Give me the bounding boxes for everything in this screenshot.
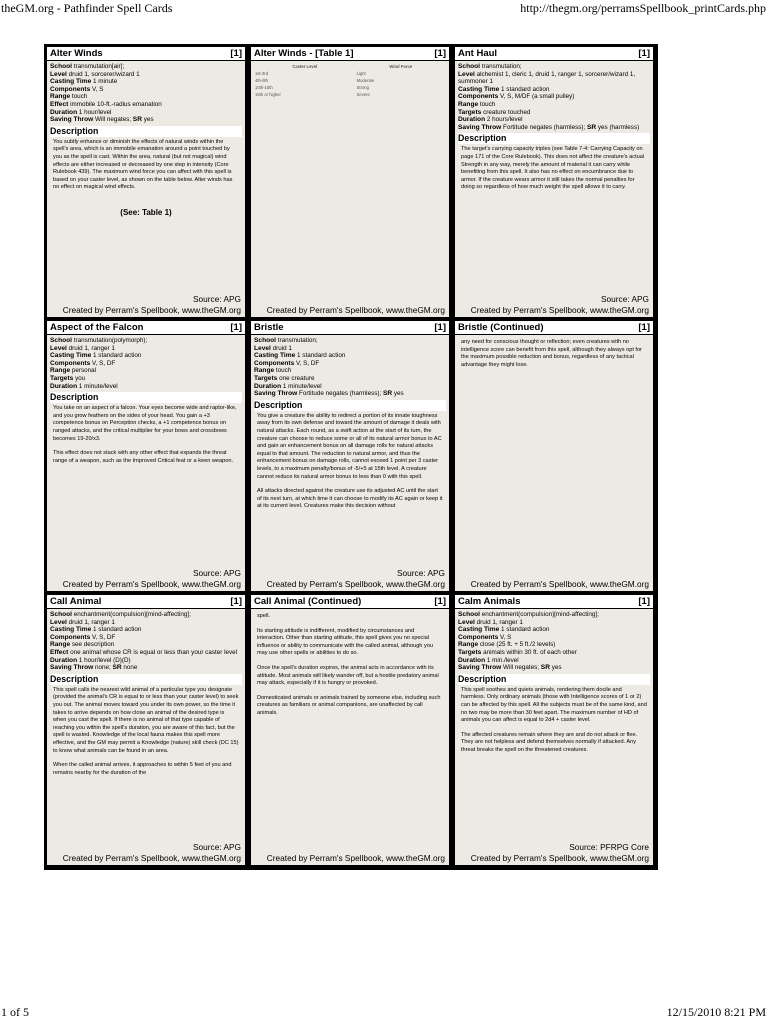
field-label: Range: [50, 641, 71, 649]
card-title: [251, 47, 449, 61]
spell-card: [455, 595, 653, 865]
card-body: [254, 63, 446, 293]
field-label: Range: [50, 367, 71, 375]
description-paragraph: Its starting attitude is indifferent, modified by circumstances and interaction. Other than starting attitude, this spell gives you no special influence or ability to communicate with the called animal, although you may use other spells or abilities to do so.: [257, 627, 433, 657]
field-label: Targets: [458, 648, 482, 656]
spell-card: [251, 321, 449, 591]
spell-card: [47, 595, 245, 865]
field-value: 1 standard action: [297, 352, 346, 360]
field-label: Duration: [50, 382, 78, 390]
description-paragraph: When the called animal arrives, it approaches to within 5 feet of you and remains nearby for the duration of the: [53, 762, 232, 776]
field-label: Duration: [50, 656, 78, 664]
field-school: [458, 63, 650, 71]
field-value: 1 standard action: [501, 626, 550, 634]
field-label: Casting Time: [458, 626, 500, 634]
field-value: Will negates;: [94, 116, 132, 124]
field-label: School: [50, 337, 72, 344]
field-value: yes: [393, 390, 404, 398]
field-value: enchantment(compulsion)[mind-affecting];: [481, 611, 599, 618]
description-paragraph: The target's carrying capacity triples (see Table 7-4: Carrying Capacity on page 171 of the Core Rulebook). This does not affect the creature's actual Strength in any way, merely the amount of material it can carry while benefiting from this spell. It also has no effect on encumbrance due to armor. If the creature wears armor it still takes the normal penalties for doing so regardless of how much weight the spell allows it to carry.: [461, 146, 645, 191]
description-paragraph: Once the spell's duration expires, the animal acts in accordance with its attitude. Most animals will likely wander off, but a hostile predatory animal may attack, especially if it is hungry or provoked.: [257, 664, 439, 687]
field-range: [458, 641, 650, 649]
field-label: School: [254, 337, 276, 344]
field-value: Fortitude negates (harmless);: [502, 123, 586, 131]
field-label: Level: [50, 70, 67, 78]
field-value: 1 standard action: [501, 85, 550, 93]
field-value: 1 minute: [93, 78, 118, 86]
card-body: [458, 63, 650, 293]
card-count: [1]: [638, 322, 650, 333]
card-count: [1]: [638, 596, 650, 607]
field-duration: [50, 657, 242, 665]
source-value: APG: [223, 294, 241, 304]
field-value: transmutation[air];: [73, 63, 125, 70]
field-range: [50, 367, 242, 375]
field-value: V, S: [92, 85, 104, 93]
field-label: Level: [254, 344, 271, 352]
field-label: Saving Throw: [458, 664, 502, 672]
card-credit: Created by Perram's Spellbook, www.theGM.org: [62, 579, 241, 589]
field-value: touch: [275, 367, 292, 375]
print-timestamp: 12/15/2010 8:21 PM: [666, 1005, 766, 1019]
page-number: 1 of 5: [1, 1005, 29, 1019]
source-label: Source:: [569, 842, 601, 852]
field-components: [458, 634, 650, 642]
field-value: druid 1, ranger 1: [476, 618, 523, 626]
field-duration: [458, 116, 650, 124]
card-source: [193, 842, 241, 852]
field-value: druid 1: [272, 344, 292, 352]
field-casting: [50, 78, 242, 86]
description-text: [53, 687, 239, 778]
description-paragraph: This effect does not stack with any other effect that expands the threat range of a weapon, such as the Improved Critical feat or a keen weapon.: [53, 450, 234, 464]
description-paragraph: You take on an aspect of a falcon. Your eyes become wide and raptor-like, and you grow feathers on the sides of your head. You gain a +3 competence bonus on Perception checks, a +1 competence bonus on ranged attacks, and the critical multiplier for your bows and crossbows becomes 19-20/x3.: [53, 405, 237, 442]
field-level: [458, 71, 650, 86]
field-value: V, S, M/DF (a small pulley): [500, 93, 575, 101]
field-value: touch: [71, 93, 88, 101]
card-title-text: Alter Winds - [Table 1]: [254, 48, 354, 59]
field-level: [254, 345, 446, 353]
spell-card: [251, 47, 449, 317]
field-components: [254, 360, 446, 368]
field-label: Components: [50, 85, 91, 93]
field-value: yes (harmless): [597, 123, 640, 131]
field-value: 1 hour/level: [78, 108, 112, 116]
field-value: druid 1, sorcerer/wizard 1: [68, 70, 140, 78]
field-components: [458, 93, 650, 101]
table-cell: 16th or higher: [255, 92, 281, 97]
field-value: yes: [551, 664, 562, 672]
source-label: Source:: [397, 568, 428, 578]
description-paragraph: This spell soothes and quiets animals, rendering them docile and harmless. Only ordinary animals (those with Intelligence scores of 1 or 2) can be affected by this spell. All the subjects must be of the same kind, and no two may be more than 30 feet apart. The maximum number of HD of animals you can affect is equal to 2d4 + caster level.: [461, 686, 647, 724]
table-cell: 10th-15th: [255, 85, 273, 90]
description-heading: Description: [50, 126, 242, 137]
wind-table: [254, 63, 446, 98]
field-label: Casting Time: [254, 352, 296, 360]
card-title: [455, 47, 653, 61]
description-heading: Description: [458, 674, 650, 685]
table-cell: 1st-3rd: [255, 71, 269, 76]
field-label: Casting Time: [50, 626, 92, 634]
card-body: [50, 337, 242, 567]
field-label: Saving Throw: [458, 123, 502, 131]
table-cell: Severe: [356, 92, 370, 97]
field-effect: [50, 649, 242, 657]
field-value: Will negates;: [502, 664, 540, 672]
field-casting: [50, 626, 242, 634]
field-targets: [458, 109, 650, 117]
card-credit: Created by Perram's Spellbook, www.theGM.org: [470, 579, 649, 589]
field-label: Targets: [50, 374, 74, 382]
field-duration: [254, 383, 446, 391]
field-value: 1 hour/level (D)(D): [78, 656, 131, 664]
page-header-url: http://thegm.org/perramsSpellbook_printCards.php: [520, 1, 766, 15]
card-count: [1]: [230, 48, 242, 59]
field-value: V, S, DF: [296, 359, 320, 367]
table-row: [254, 91, 446, 98]
field-targets: [50, 375, 242, 383]
table-header: Wind Force: [389, 64, 413, 69]
table-header: Caster Level: [292, 64, 318, 69]
spell-card-sheet: [44, 44, 658, 870]
field-effect: [50, 101, 242, 109]
description-text: [461, 687, 647, 755]
field-casting: [458, 626, 650, 634]
field-school: [50, 63, 242, 71]
field-value: V, S, DF: [92, 359, 116, 367]
description-paragraph: spell.: [257, 613, 271, 619]
card-title-text: Calm Animals: [458, 596, 521, 607]
field-label: Duration: [254, 382, 282, 390]
field-value: enchantment(compulsion)[mind-affecting];: [73, 611, 191, 618]
source-label: Source:: [601, 294, 632, 304]
field-level: [50, 345, 242, 353]
field-casting: [458, 86, 650, 94]
card-title: [47, 47, 245, 61]
source-label: Source:: [193, 568, 224, 578]
card-count: [1]: [230, 322, 242, 333]
source-value: APG: [223, 568, 241, 578]
spell-card: [455, 321, 653, 591]
field-label: Components: [50, 359, 91, 367]
field-value: druid 1, ranger 1: [68, 618, 115, 626]
field-duration: [50, 109, 242, 117]
source-label: Source:: [193, 294, 224, 304]
field-label: Components: [458, 633, 499, 641]
field-label: SR: [132, 116, 142, 124]
description-heading: Description: [50, 392, 242, 403]
table-reference-note: (See: Table 1): [120, 207, 172, 217]
source-value: APG: [427, 568, 445, 578]
field-label: School: [50, 63, 72, 70]
description-paragraph: You subtly enhance or diminish the effects of natural winds within the spell's area, which is an immobile emanation around a point touched by you as the spell is cast. Within the area, natural (but not magical) wind effects are either increased or decreased by one step in intensity (Core Rulebook 439). The maximum wind force you can affect with this spell is based on your caster level, as shown on the table below. Alter winds has no effect on magical wind effects.: [53, 138, 233, 191]
card-title-text: Bristle (Continued): [458, 322, 544, 333]
field-value: none: [123, 664, 138, 672]
field-label: Duration: [458, 116, 486, 124]
card-credit: Created by Perram's Spellbook, www.theGM.org: [266, 579, 445, 589]
description-text: [461, 146, 647, 192]
field-components: [50, 360, 242, 368]
description-paragraph: Domesticated animals or animals trained by someone else, including such creatures as familiars or animal companions, are unaffected by call animals.: [257, 694, 441, 716]
table-cell: Moderate: [356, 78, 375, 83]
field-value: immobile 10-ft.-radius emanation: [70, 100, 162, 108]
field-label: Saving Throw: [50, 116, 94, 124]
field-duration: [50, 383, 242, 391]
field-value: druid 1, ranger 1: [68, 344, 115, 352]
field-value: transmutation;: [277, 337, 318, 344]
field-label: Targets: [254, 374, 278, 382]
table-cell: 4th-9th: [255, 78, 269, 83]
field-label: Saving Throw: [50, 664, 94, 672]
field-level: [50, 619, 242, 627]
field-targets: [254, 375, 446, 383]
field-range: [50, 93, 242, 101]
table-row: [254, 84, 446, 91]
field-saving: [50, 664, 242, 672]
field-label: Effect: [50, 100, 69, 108]
field-value: 1 standard action: [93, 352, 142, 360]
card-title-text: Aspect of the Falcon: [50, 322, 144, 333]
field-value: personal: [71, 367, 97, 375]
field-value: 1 minute/level: [78, 382, 118, 390]
table-row: [254, 70, 446, 77]
field-label: Components: [254, 359, 295, 367]
spell-card: [455, 47, 653, 317]
card-count: [1]: [230, 596, 242, 607]
description-text: [257, 613, 443, 718]
field-value: animals within 30 ft. of each other: [483, 648, 577, 656]
card-count: [1]: [638, 48, 650, 59]
description-paragraph: This spell calls the nearest wild animal of a particular type you designate (provided the animal's CR is equal to or less than your caster level) to seek you out. The animal moves toward you under its own power, so the time it takes to arrive depends on how close an animal of the desired type is when you cast the spell. If there is no animal of that type capable of reaching you within the spell's duration, you are aware of this fact, but the spell is wasted. Knowledge of the local fauna makes this spell more effective, and the GM may permit a Knowledge (nature) skill check (DC 15) to know what animals can be found in an area.: [53, 686, 239, 754]
card-count: [1]: [434, 596, 446, 607]
field-label: SR: [586, 123, 597, 131]
field-school: [50, 611, 242, 619]
source-value: PFRPG Core: [600, 842, 649, 852]
description-paragraph: any need for conscious thought or reflection; even creatures with no intelligence score can benefit from this spell, although they always opt for the maximum possible reduction and bonus, regardless of any tactical advantage they might lose.: [461, 339, 642, 368]
field-value: see description: [71, 641, 115, 649]
field-duration: [458, 657, 650, 665]
description-paragraph: The affected creatures remain where they are and do not attack or flee. They are not helpless and defend themselves normally if attacked. Any threat breaks the spell on the threatened creatures.: [461, 731, 638, 753]
card-body: [458, 337, 650, 567]
table-cell: Light: [356, 71, 366, 76]
field-label: Range: [50, 93, 71, 101]
card-title-text: Call Animal: [50, 596, 102, 607]
spell-card: [47, 47, 245, 317]
field-range: [254, 367, 446, 375]
field-label: Targets: [458, 108, 482, 116]
card-title: [47, 595, 245, 609]
field-casting: [254, 352, 446, 360]
field-label: SR: [382, 390, 393, 398]
field-label: Level: [458, 70, 475, 78]
field-saving: [254, 390, 446, 398]
field-targets: [458, 649, 650, 657]
field-value: you: [75, 374, 86, 382]
field-value: none;: [94, 664, 111, 672]
field-school: [254, 337, 446, 345]
field-label: Level: [50, 344, 67, 352]
card-title-text: Ant Haul: [458, 48, 498, 59]
field-label: School: [458, 611, 480, 618]
description-heading: Description: [50, 674, 242, 685]
card-body: [254, 337, 446, 567]
card-title-text: Call Animal (Continued): [254, 596, 362, 607]
card-body: [50, 611, 242, 841]
field-label: Effect: [50, 648, 69, 656]
description-text: [461, 339, 647, 369]
card-credit: Created by Perram's Spellbook, www.theGM.org: [62, 853, 241, 863]
card-credit: Created by Perram's Spellbook, www.theGM.org: [470, 305, 649, 315]
description-text: [53, 139, 239, 192]
description-heading: Description: [458, 133, 650, 144]
card-title-text: Alter Winds: [50, 48, 103, 59]
field-school: [50, 337, 242, 345]
field-school: [458, 611, 650, 619]
field-value: 1 minute/level: [282, 382, 322, 390]
field-range: [50, 641, 242, 649]
page-header-title: theGM.org - Pathfinder Spell Cards: [1, 1, 173, 15]
spell-card: [251, 595, 449, 865]
field-label: Range: [458, 641, 479, 649]
field-label: Duration: [50, 108, 78, 116]
field-label: Saving Throw: [254, 390, 298, 398]
description-heading: Description: [254, 400, 446, 411]
field-value: 1 min./level: [486, 656, 519, 664]
field-value: Fortitude negates (harmless);: [298, 390, 382, 398]
field-value: V, S: [500, 633, 512, 641]
field-label: SR: [540, 664, 550, 672]
field-value: yes: [143, 116, 154, 124]
field-level: [50, 71, 242, 79]
spell-card: [47, 321, 245, 591]
card-count: [1]: [434, 322, 446, 333]
card-credit: Created by Perram's Spellbook, www.theGM.org: [470, 853, 649, 863]
field-value: creature touched: [483, 108, 531, 116]
field-casting: [50, 352, 242, 360]
card-body: [50, 63, 242, 293]
card-title: [455, 595, 653, 609]
card-body: [458, 611, 650, 841]
field-value: one animal whose CR is equal or less than your caster level: [70, 648, 238, 656]
card-body: [254, 611, 446, 841]
field-label: Range: [458, 100, 479, 108]
field-value: transmutation;: [481, 63, 522, 70]
card-source: [397, 568, 445, 578]
field-label: Range: [254, 367, 275, 375]
card-source: [601, 294, 649, 304]
field-saving: [458, 124, 650, 132]
field-label: School: [458, 63, 480, 70]
field-value: V, S, DF: [92, 633, 116, 641]
card-credit: Created by Perram's Spellbook, www.theGM.org: [266, 305, 445, 315]
description-paragraph: You give a creature the ability to redirect a portion of its innate toughness away from its own defense and toward the amount of damage it deals with natural attacks. Each round, as a swift action at the start of its turn, the creature can choose to reduce some or all of its natural armor bonus to AC and gain an enhancement bonus on all damage rolls for natural attacks equal to that amount. The reduction to natural armor, and thus the enhancement bonus on damage rolls, cannot exceed 1 point per 3 caster levels, to a maximum penalty/bonus of -5/+5 at 15th level. A creature cannot reduce its natural armor bonus to less than 0 with this spell.: [257, 412, 442, 480]
table-cell: Strong: [356, 85, 369, 90]
card-title: [251, 595, 449, 609]
field-label: SR: [112, 664, 122, 672]
field-label: Level: [458, 618, 475, 626]
card-source: [193, 568, 241, 578]
card-source: [193, 294, 241, 304]
field-value: 2 hours/level: [486, 116, 523, 124]
field-value: 1 standard action: [93, 626, 142, 634]
field-label: Components: [458, 93, 499, 101]
field-value: alchemist 1, cleric 1, druid 1, ranger 1, sorcerer/wizard 1, summoner 1: [458, 70, 636, 86]
field-saving: [50, 116, 242, 124]
card-credit: Created by Perram's Spellbook, www.theGM.org: [62, 305, 241, 315]
field-value: one creature: [279, 374, 315, 382]
source-value: APG: [223, 842, 241, 852]
card-title-text: Bristle: [254, 322, 284, 333]
field-components: [50, 86, 242, 94]
field-label: Casting Time: [50, 78, 92, 86]
card-title: [251, 321, 449, 335]
field-value: close (25 ft. + 5 ft./2 levels): [479, 641, 556, 649]
card-count: [1]: [434, 48, 446, 59]
field-label: Components: [50, 633, 91, 641]
field-level: [458, 619, 650, 627]
field-saving: [458, 664, 650, 672]
table-row: [254, 77, 446, 84]
field-label: Casting Time: [50, 352, 92, 360]
field-label: Level: [50, 618, 67, 626]
field-label: Duration: [458, 656, 486, 664]
card-title: [47, 321, 245, 335]
card-source: [569, 842, 649, 852]
field-label: Casting Time: [458, 85, 500, 93]
description-text: [53, 405, 239, 465]
field-value: touch: [479, 100, 496, 108]
field-components: [50, 634, 242, 642]
field-label: School: [50, 611, 72, 618]
source-value: APG: [631, 294, 649, 304]
description-text: [257, 413, 443, 511]
field-value: transmutation(polymorph);: [73, 337, 148, 344]
card-credit: Created by Perram's Spellbook, www.theGM.org: [266, 853, 445, 863]
description-paragraph: All attacks directed against the creature use its adjusted AC until the start of its next turn, at which time it can choose to modify its AC again or keep it at its current level. Creatures make this decision without: [257, 488, 443, 510]
card-title: [455, 321, 653, 335]
source-label: Source:: [193, 842, 224, 852]
field-range: [458, 101, 650, 109]
